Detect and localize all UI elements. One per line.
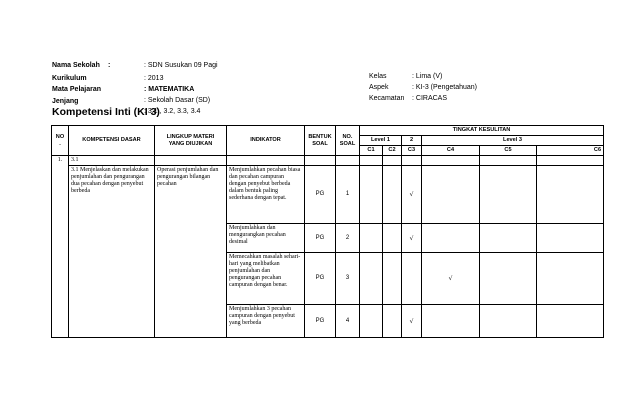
header-c3: C3 [402,146,422,156]
kd-text: 3.1 Menjelaskan dan melakukan penjumlahan dan pengurangan dua pecahan dengan penyebut berbeda [69,166,155,338]
school-colon: : [108,62,111,69]
indikator-2: Menjumlahkan dan mengurangkan pecahan desimal [227,224,305,253]
header-nosoal: NO. SOAL [336,126,360,156]
check-mark-4-c3: √ [402,305,422,338]
row-number: 1. [52,156,69,338]
header-kompetensi: KOMPETENSI DASAR [69,126,155,156]
nosoal-3: 3 [336,253,360,305]
indikator-3: Memecahkan masalah sehari-hari yang melibatkan penjumlahan dan pengurangan pecahan campuran dengan benar. [227,253,305,305]
level-label: Jenjang [52,98,79,105]
district-label: Kecamatan [369,95,405,102]
school-value: : SDN Susukan 09 Pagi [144,62,218,69]
level-value: : Sekolah Dasar (SD) [144,97,211,104]
bentuk-2: PG [305,224,336,253]
class-label: Kelas [369,73,387,80]
ki-value: : 3.1 , 3.2, 3.3, 3.4 [144,108,201,115]
subject-value: : MATEMATIKA [144,86,195,93]
class-value: : Lima (V) [412,73,443,80]
aspect-label: Aspek [369,84,389,91]
curriculum-value: : 2013 [144,75,164,82]
nosoal-4: 4 [336,305,360,338]
header-c2: C2 [383,146,402,156]
ki-label: Kompetensi Inti (KI 3) [52,106,160,118]
header-level-2: 2 [402,136,422,146]
subject-label: Mata Pelajaran [52,86,102,93]
header-level-3: Level 3 [422,136,604,146]
district-value: : CIRACAS [412,95,448,102]
curriculum-label: Kurikulum [52,75,87,82]
check-mark-2-c3: √ [402,224,422,253]
header-level-1: Level 1 [360,136,402,146]
header-c6: C6 [537,146,604,156]
school-label: Nama Sekolah [52,62,100,69]
kisi-table [51,125,604,338]
header-no: NO . [52,126,69,156]
header-c1: C1 [360,146,383,156]
kd-number: 3.1 [69,156,155,166]
check-mark-1-c3: √ [402,166,422,224]
nosoal-1: 1 [336,166,360,224]
bentuk-3: PG [305,253,336,305]
bentuk-1: PG [305,166,336,224]
header-indikator: INDIKATOR [227,126,305,156]
bentuk-4: PG [305,305,336,338]
header-lingkup: LINGKUP MATERI YANG DIUJIKAN [155,126,227,156]
indikator-4: Menjumlahkan 3 pecahan campuran dengan penyebut yang berbeda [227,305,305,338]
aspect-value: : KI-3 (Pengetahuan) [412,84,477,91]
header-tingkat: TINGKAT KESULITAN [360,126,604,136]
header-c4: C4 [422,146,480,156]
check-mark-3-c4: √ [422,253,480,305]
header-c5: C5 [480,146,537,156]
header-bentuk: BENTUK SOAL [305,126,336,156]
indikator-1: Menjumlahkan pecahan biasa dan pecahan campuran dengan penyebut berbeda dalam bentuk paling sederhana dengan tepat. [227,166,305,224]
nosoal-2: 2 [336,224,360,253]
materi-text: Operasi penjumlahan dan pengurangan bilangan pecahan [155,166,227,338]
table-row [52,166,604,224]
